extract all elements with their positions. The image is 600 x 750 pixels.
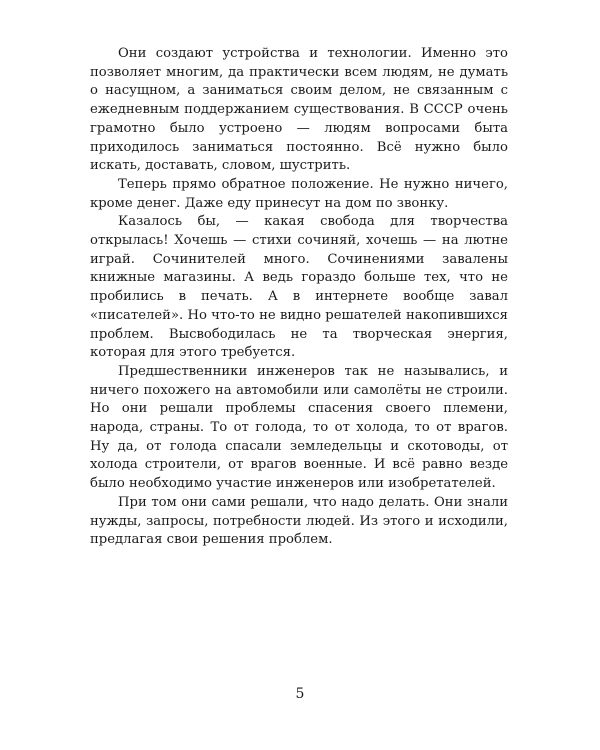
body-text xyxy=(90,45,508,550)
paragraph: При том они сами решали, что надо делать. Они знали нужды, запросы, потребности людей. Из этого и исходили, предлагая свои решения проблем. xyxy=(90,494,508,548)
paragraph: Предшественники инженеров так не назывались, и ничего похожего на автомобили или самолёты не строили. Но они решали проблемы спасения своего племени, народа, страны. То от голода, то от холода, то от врагов. Ну да, от голода спасали земледельцы и скотоводы, от холода строители, от врагов военные. И всё равно везде было необходимо участие инженеров или изобретателей. xyxy=(90,363,508,492)
paragraph: Они создают устройства и технологии. Именно это позволяет многим, да практически всем людям, не думать о насущном, а заниматься своим делом, не связанным с ежедневным поддержанием существования. В СССР очень грамотно было устроено — людям вопросами быта приходилось заниматься постоянно. Всё нужно было искать, доставать, словом, шустрить. xyxy=(90,46,508,174)
paragraph: Казалось бы, — какая свобода для творчества открылась! Хочешь — стихи сочиняй, хочешь — на лютне играй. Сочинителей много. Сочинениями завалены книжные магазины. А ведь гораздо больше тех, что не пробились в печать. А в интернете вообще завал «писателей». Но что-то не видно решателей накопившихся проблем. Высвободилась не та творческая энергия, которая для этого требуется. xyxy=(90,214,508,361)
page-number: 5 xyxy=(295,686,305,702)
paragraph: Теперь прямо обратное положение. Не нужно ничего, кроме денег. Даже еду принесут на дом по звонку. xyxy=(90,176,508,211)
